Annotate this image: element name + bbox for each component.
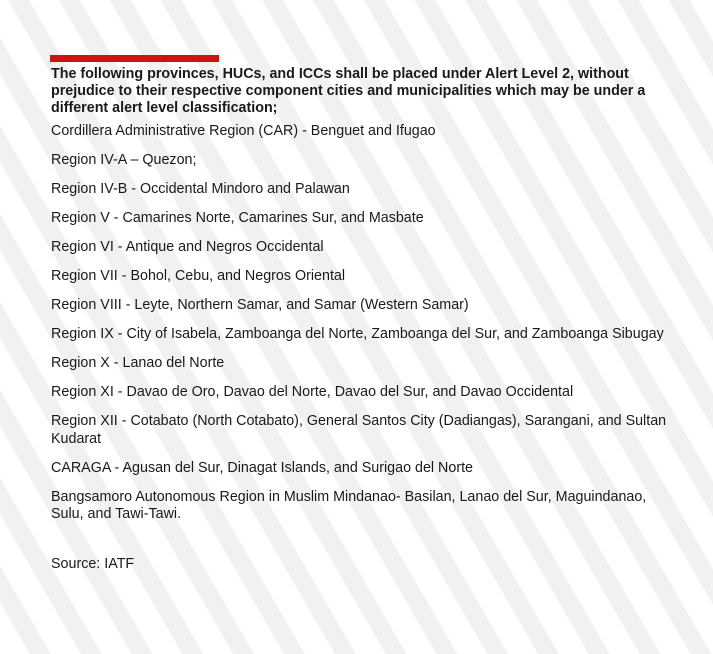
region-item: Bangsamoro Autonomous Region in Muslim Mindanao- Basilan, Lanao del Sur, Maguindanao, Sulu, and Tawi-Tawi. bbox=[51, 488, 647, 522]
announcement bbox=[51, 66, 676, 587]
region-item: Region VI - Antique and Negros Occidental bbox=[51, 239, 324, 255]
region-item: Region IV-A – Quezon; bbox=[51, 152, 197, 168]
region-item: Region VII - Bohol, Cebu, and Negros Oriental bbox=[51, 268, 346, 284]
region-item: CARAGA - Agusan del Sur, Dinagat Islands, and Surigao del Norte bbox=[51, 459, 474, 476]
region-item: Region XI - Davao de Oro, Davao del Norte, Davao del Sur, and Davao Occidental bbox=[51, 384, 574, 400]
region-item: Region XII - Cotabato (North Cotabato), General Santos City (Dadiangas), Sarangani, and Sultan Kudarat bbox=[51, 413, 667, 447]
region-item: Region V - Camarines Norte, Camarines Sur, and Masbate bbox=[51, 210, 424, 226]
accent-bar bbox=[50, 55, 219, 62]
source-credit: Source: IATF bbox=[51, 555, 135, 572]
region-item: Cordillera Administrative Region (CAR) - Benguet and Ifugao bbox=[51, 123, 436, 139]
intro-paragraph: The following provinces, HUCs, and ICCs shall be placed under Alert Level 2, without prejudice to their respective component cities and municipalities which may be under a different alert level classification; bbox=[51, 66, 646, 116]
region-item: Region VIII - Leyte, Northern Samar, and Samar (Western Samar) bbox=[51, 297, 469, 313]
region-item: Region IV-B - Occidental Mindoro and Palawan bbox=[51, 181, 350, 197]
region-list bbox=[51, 123, 676, 524]
region-item: Region IX - City of Isabela, Zamboanga del Norte, Zamboanga del Sur, and Zamboanga Sibugay bbox=[51, 326, 664, 342]
region-item: Region X - Lanao del Norte bbox=[51, 355, 225, 371]
